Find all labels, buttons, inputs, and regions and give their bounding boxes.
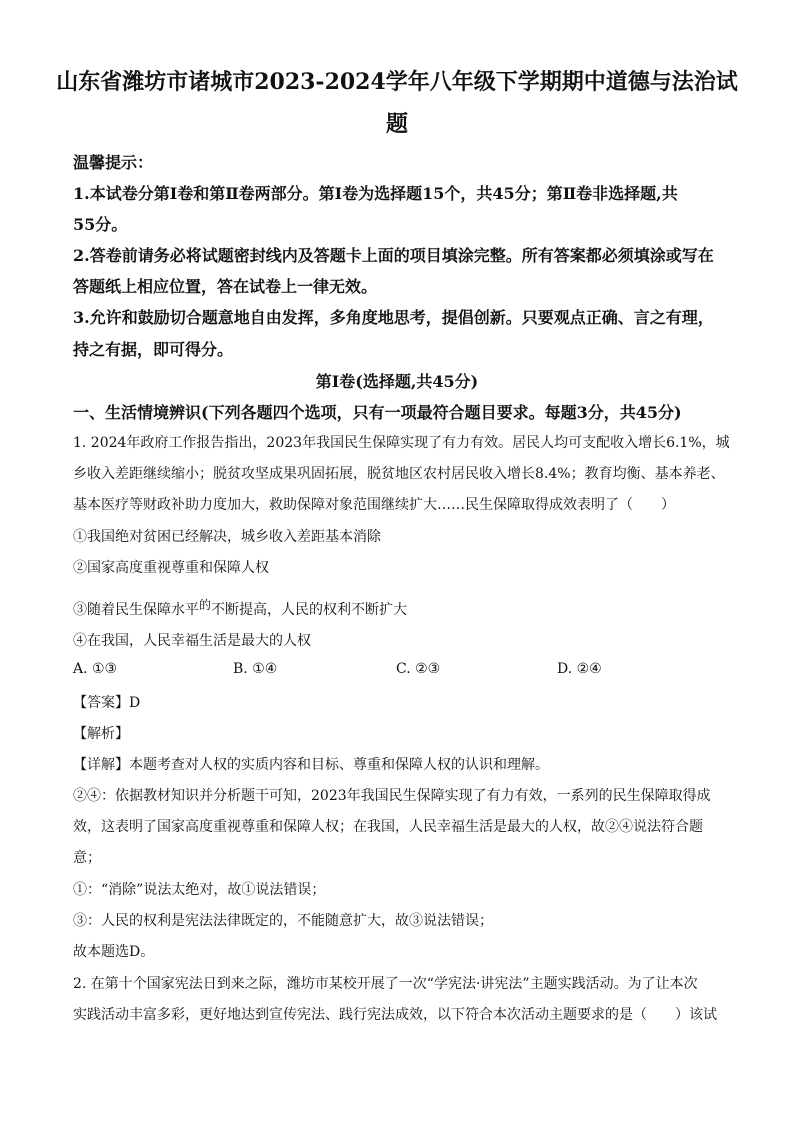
question-1-explanation-line-2: 效，这表明了国家高度重视尊重和保障人权；在我国，人民幸福生活是最大的人权，故②④说法符合题 <box>73 819 703 835</box>
question-1-statement-3 <box>73 596 407 619</box>
question-1-statement-2: ②国家高度重视尊重和保障人权 <box>73 560 269 576</box>
question-1-statement-4: ④在我国，人民幸福生活是最大的人权 <box>73 633 311 649</box>
question-2-stem-line-2: 实践活动丰富多彩，更好地达到宣传宪法、践行宪法成效，以下符合本次活动主题要求的是（ ）该试 <box>73 1007 717 1023</box>
question-1-detail: 【详解】本题考查对人权的实质内容和目标、尊重和保障人权的认识和理解。 <box>73 757 549 773</box>
tip-2-line-2: 答题纸上相应位置，答在试卷上一律无效。 <box>73 277 378 296</box>
question-1-statement-1: ①我国绝对贫困已经解决，城乡收入差距基本消除 <box>73 529 381 545</box>
question-1-option-a: A. ①③ <box>73 661 118 677</box>
question-1-option-b: B. ①④ <box>233 661 278 677</box>
question-1-answer: 【答案】D <box>73 695 141 711</box>
section-title: 第Ⅰ卷(选择题,共45分) <box>315 372 479 391</box>
statement-3-part-1: ③随着民生保障水平 <box>73 602 199 618</box>
question-1-explanation-line-3: 意； <box>73 850 101 866</box>
document-title-line-2: 题 <box>385 111 408 137</box>
question-2-stem-line-1: 2. 在第十个国家宪法日到来之际，潍坊市某校开展了一次“学宪法·讲宪法”主题实践活动。为了让本次 <box>73 976 698 992</box>
question-1-option-d: D. ②④ <box>557 661 602 677</box>
document-title-line-1: 山东省潍坊市诸城市2023-2024学年八年级下学期期中道德与法治试 <box>56 69 738 95</box>
question-1-explanation-line-1: ②④：依据教材知识并分析题干可知，2023年我国民生保障实现了有力有效，一系列的民生保障取得成 <box>73 788 711 804</box>
tip-1-line-1: 1.本试卷分第Ⅰ卷和第Ⅱ卷两部分。第Ⅰ卷为选择题15个，共45分；第Ⅱ卷非选择题,共 <box>73 184 678 203</box>
question-1-option-c: C. ②③ <box>396 661 441 677</box>
question-1-stem-line-1: 1. 2024年政府工作报告指出，2023年我国民生保障实现了有力有效。居民人均可支配收入增长6.1%，城 <box>73 435 730 451</box>
tip-3-line-2: 持之有据，即可得分。 <box>73 340 234 359</box>
question-1-stem-line-3: 基本医疗等财政补助力度加大，救助保障对象范围继续扩大……民生保障取得成效表明了（ ） <box>73 497 675 513</box>
question-1-explanation-line-4: ①：“消除”说法太绝对，故①说法错误； <box>73 882 326 898</box>
tip-3-line-1: 3.允许和鼓励切合题意地自由发挥，多角度地思考，提倡创新。只要观点正确、言之有理， <box>73 308 714 327</box>
statement-3-superscript: 的 <box>199 598 212 612</box>
question-1-analysis-label: 【解析】 <box>73 726 129 742</box>
tips-heading: 温馨提示： <box>73 153 154 172</box>
tip-1-line-2: 55分。 <box>73 215 128 234</box>
part-1-heading: 一、生活情境辨识(下列各题四个选项，只有一项最符合题目要求。每题3分，共45分) <box>73 403 682 422</box>
question-1-stem-line-2: 乡收入差距继续缩小；脱贫攻坚成果巩固拓展，脱贫地区农村居民收入增长8.4%；教育均衡、基本养老、 <box>73 466 725 482</box>
question-1-conclusion: 故本题选D。 <box>73 944 155 960</box>
question-1-explanation-line-5: ③：人民的权利是宪法法律既定的，不能随意扩大，故③说法错误； <box>73 913 493 929</box>
tip-2-line-1: 2.答卷前请务必将试题密封线内及答题卡上面的项目填涂完整。所有答案都必须填涂或写在 <box>73 246 714 265</box>
statement-3-part-2: 不断提高，人民的权利不断扩大 <box>211 602 408 618</box>
